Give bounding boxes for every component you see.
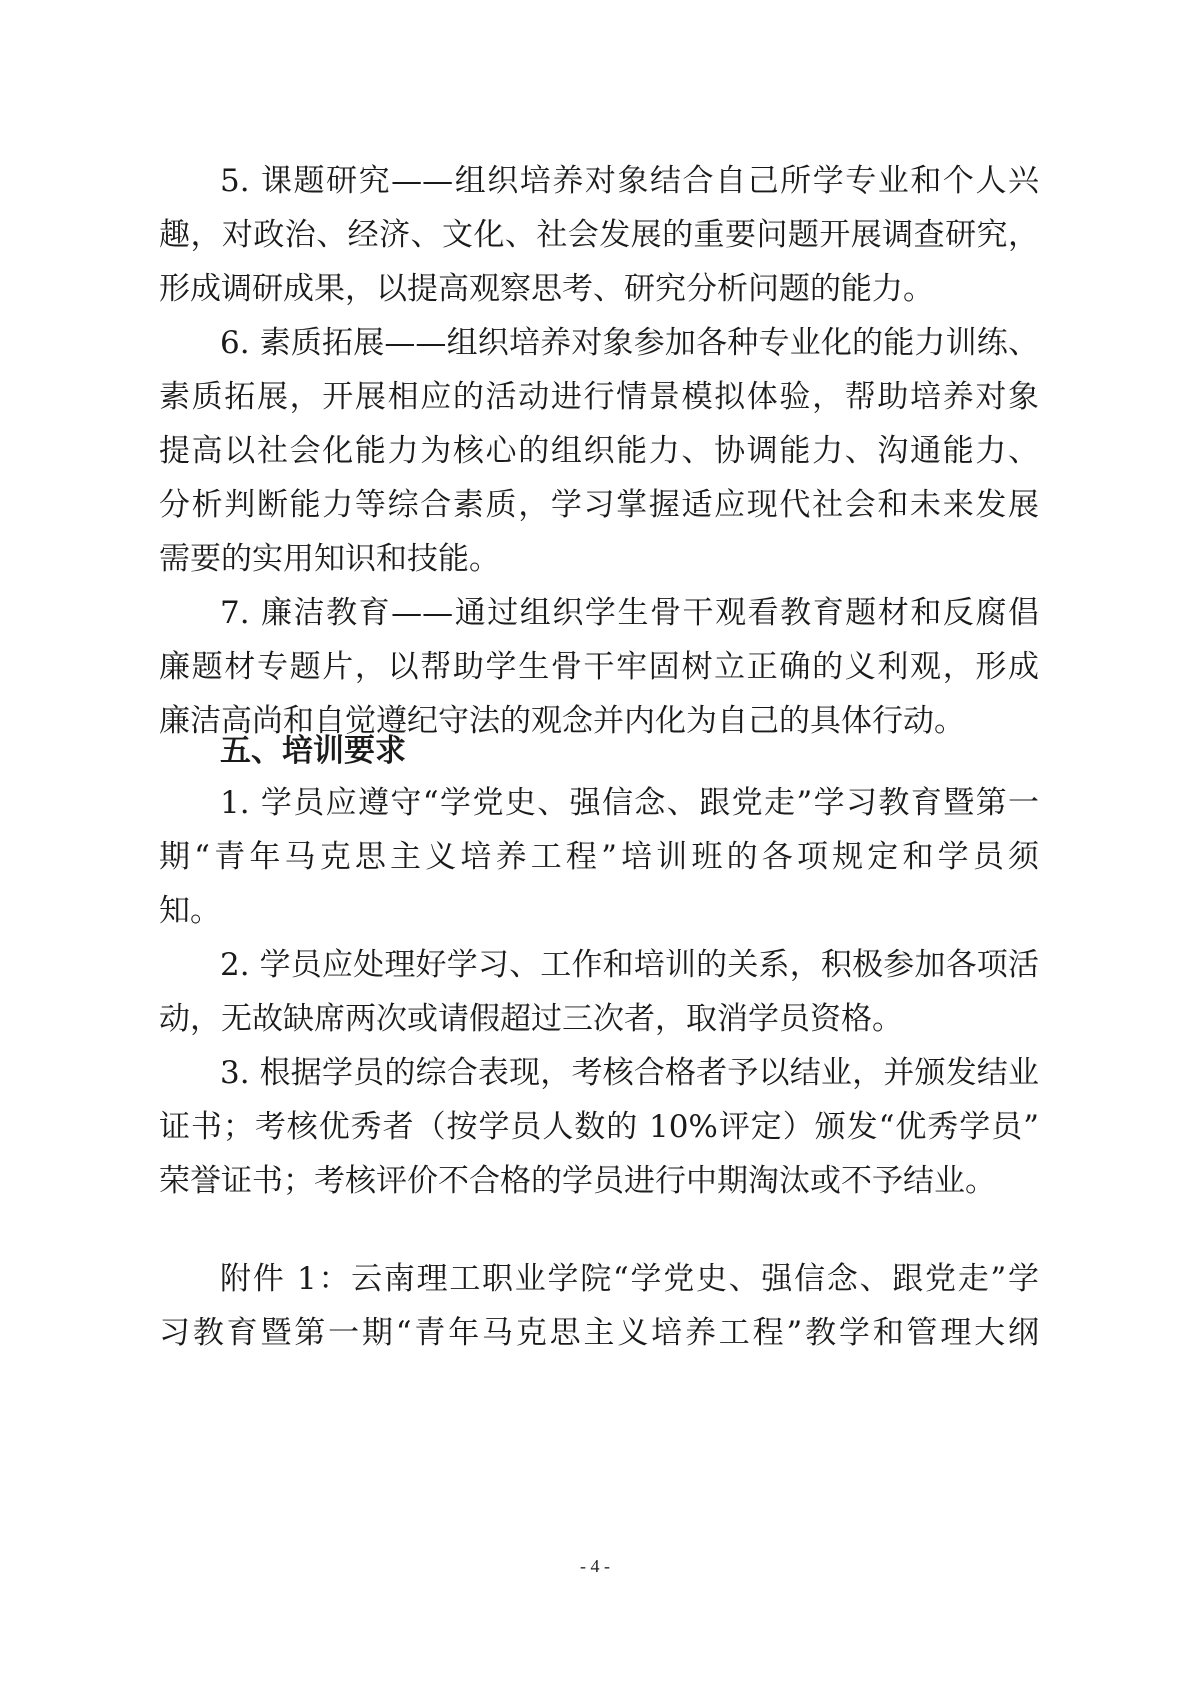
text-line: 7. 廉洁教育——通过组织学生骨干观看教育题材和反腐倡 (220, 595, 1039, 631)
text-line: 3. 根据学员的综合表现，考核合格者予以结业，并颁发结业 (220, 1055, 1039, 1091)
text-line: 荣誉证书；考核评价不合格的学员进行中期淘汰或不予结业。 (159, 1163, 996, 1199)
text-line: 廉题材专题片，以帮助学生骨干牢固树立正确的义利观，形成 (159, 649, 1039, 685)
page-number: - 4 - (580, 1556, 610, 1576)
text-line: 期“青年马克思主义培养工程”培训班的各项规定和学员须 (159, 839, 1039, 875)
text-line: 5. 课题研究——组织培养对象结合自己所学专业和个人兴 (220, 163, 1039, 199)
text-line: 知。 (159, 893, 221, 929)
text-line: 素质拓展，开展相应的活动进行情景模拟体验，帮助培养对象 (159, 379, 1039, 415)
text-line: 趣，对政治、经济、文化、社会发展的重要问题开展调查研究， (159, 217, 1039, 253)
text-line: 提高以社会化能力为核心的组织能力、协调能力、沟通能力、 (159, 433, 1039, 469)
text-line: 廉洁高尚和自觉遵纪守法的观念并内化为自己的具体行动。 (159, 703, 965, 739)
text-line: 6. 素质拓展——组织培养对象参加各种专业化的能力训练、 (220, 325, 1039, 361)
text-line: 1. 学员应遵守“学党史、强信念、跟党走”学习教育暨第一 (220, 785, 1039, 821)
text-line: 形成调研成果，以提高观察思考、研究分析问题的能力。 (159, 271, 934, 307)
section-heading: 五、培训要求 (220, 733, 406, 769)
text-line: 附件 1：云南理工职业学院“学党史、强信念、跟党走”学 (220, 1261, 1039, 1297)
text-line: 习教育暨第一期“青年马克思主义培养工程”教学和管理大纲 (159, 1315, 1039, 1351)
text-line: 分析判断能力等综合素质，学习掌握适应现代社会和未来发展 (159, 487, 1039, 523)
text-line: 动，无故缺席两次或请假超过三次者，取消学员资格。 (159, 1001, 903, 1037)
text-line: 需要的实用知识和技能。 (159, 541, 500, 577)
text-line: 证书；考核优秀者（按学员人数的 10%评定）颁发“优秀学员” (159, 1109, 1039, 1145)
text-line: 2. 学员应处理好学习、工作和培训的关系，积极参加各项活 (220, 947, 1039, 983)
